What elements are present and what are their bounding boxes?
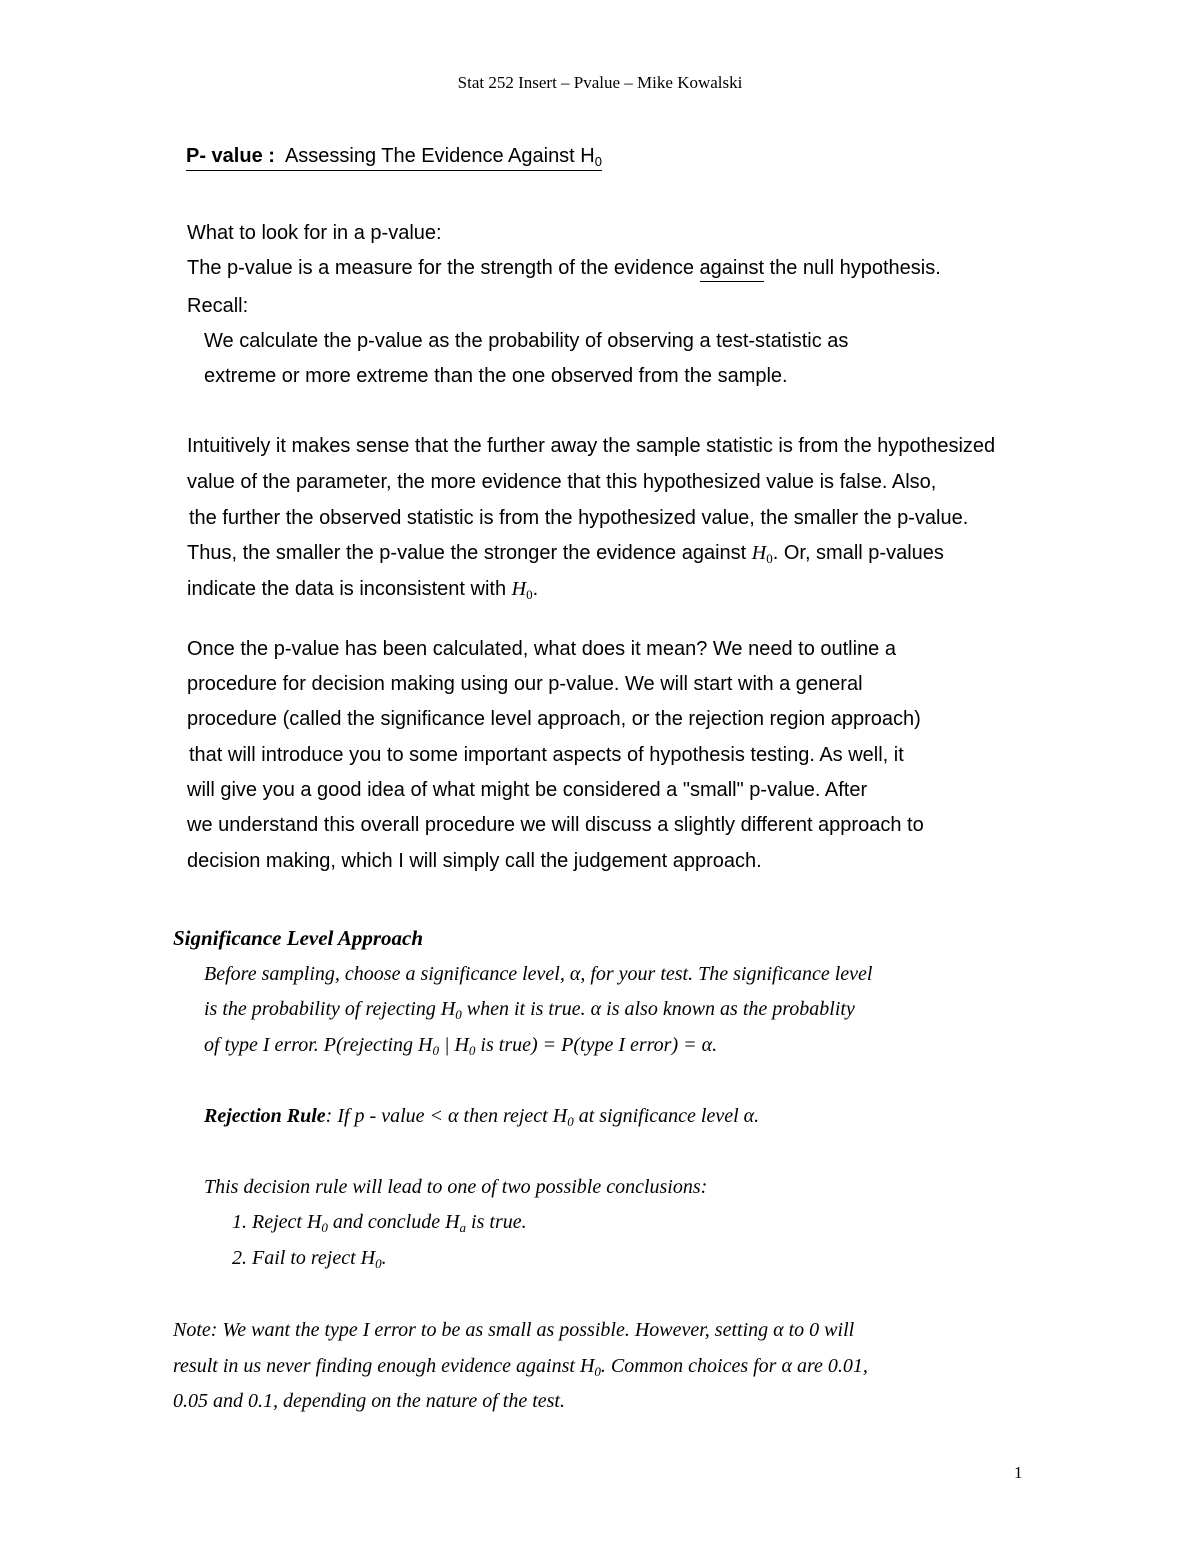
intro-line-2-a: The p-value is a measure for the strength of the evidence (187, 257, 700, 279)
para2-line-7: decision making, which I will simply call the judgement approach. (187, 850, 762, 872)
sig-line-2-a: is the probability of rejecting H (204, 998, 456, 1020)
conclusion-2-b: . (381, 1247, 387, 1269)
intro-line-2 (187, 258, 941, 278)
conclusion-1-a: 1. Reject H (232, 1211, 322, 1233)
sig-line-2 (204, 998, 855, 1022)
note-line-2-a: result in us never finding enough evidence against H (173, 1355, 595, 1377)
para2-line-1: Once the p-value has been calculated, what does it mean? We need to outline a (187, 638, 896, 660)
rejection-rule-label: Rejection Rule (204, 1105, 326, 1127)
section-title (186, 146, 602, 171)
sig-line-3-sub2: 0 (468, 1043, 476, 1058)
title-label: P- value : (186, 145, 275, 167)
para2-line-4: that will introduce you to some important aspects of hypothesis testing. As well, it (189, 744, 904, 766)
title-sub: 0 (594, 154, 602, 169)
note-line-1: Note: We want the type I error to be as small as possible. However, setting α to 0 will (173, 1319, 855, 1341)
para1-line-5-h: H (511, 578, 527, 600)
intro-line-3: Recall: (187, 295, 249, 317)
intro-line-1: What to look for in a p-value: (187, 222, 442, 244)
note-line-2-sub: 0 (594, 1364, 601, 1379)
para1-line-4-sub: 0 (766, 551, 773, 566)
rejection-rule (204, 1105, 760, 1129)
sig-line-3-b: is true) = P(type I error) = α. (475, 1034, 718, 1056)
conclusion-1 (232, 1211, 527, 1235)
para2-line-5: will give you a good idea of what might be considered a "small" p-value. After (187, 779, 868, 801)
intro-line-4: We calculate the p-value as the probability of observing a test-statistic as (204, 330, 849, 352)
sig-line-3 (204, 1034, 718, 1058)
sig-line-1: Before sampling, choose a significance level, α, for your test. The significance level (204, 963, 873, 985)
conclusion-1-mid: and conclude H (327, 1211, 460, 1233)
sig-line-2-b: when it is true. α is also known as the probablity (461, 998, 855, 1020)
para1-line-3: the further the observed statistic is from the hypothesized value, the smaller the p-value. (189, 507, 969, 529)
conclusion-2 (232, 1247, 387, 1271)
intro-line-2-b: the null hypothesis. (764, 257, 941, 279)
conclusion-1-sub1: 0 (321, 1220, 328, 1235)
title-text: Assessing The Evidence Against H (284, 145, 595, 167)
para1-line-5-sub: 0 (526, 587, 533, 602)
para1-line-4-a: Thus, the smaller the p-value the stronger the evidence against (187, 542, 752, 564)
intro-line-2-underlined: against (700, 257, 765, 282)
conclusion-2-a: 2. Fail to reject H (232, 1247, 376, 1269)
note-line-2-b: . Common choices for α are 0.01, (600, 1355, 868, 1377)
para1-line-1: Intuitively it makes sense that the further away the sample statistic is from the hypothesized (187, 435, 996, 457)
para1-line-4 (187, 542, 944, 566)
para1-line-5 (187, 578, 539, 602)
sig-line-3-sub1: 0 (432, 1043, 439, 1058)
para2-line-6: we understand this overall procedure we will discuss a slightly different approach to (187, 814, 924, 836)
page-number: 1 (1014, 1463, 1023, 1482)
para1-line-5-b: . (532, 578, 539, 600)
para1-line-4-b: . Or, small p-values (772, 542, 944, 564)
sig-line-2-sub: 0 (455, 1007, 462, 1022)
conclusions-intro: This decision rule will lead to one of two possible conclusions: (204, 1176, 708, 1198)
intro-line-5: extreme or more extreme than the one observed from the sample. (204, 365, 788, 387)
para1-line-2: value of the parameter, the more evidence that this hypothesized value is false. Also, (187, 471, 937, 493)
rejection-rule-b: at significance level α. (573, 1105, 760, 1127)
conclusion-1-sub2: a (459, 1220, 467, 1235)
conclusion-1-b: is true. (466, 1211, 527, 1233)
para1-line-4-h: H (751, 542, 767, 564)
note-line-2 (173, 1355, 868, 1379)
para2-line-2: procedure for decision making using our p-value. We will start with a general (187, 673, 863, 695)
sig-line-3-mid: | H (438, 1034, 469, 1056)
para1-line-5-a: indicate the data is inconsistent with (187, 578, 512, 600)
rejection-rule-sub: 0 (567, 1114, 574, 1129)
note-line-3: 0.05 and 0.1, depending on the nature of the test. (173, 1390, 565, 1412)
rejection-rule-a: : If p - value < α then reject H (325, 1105, 568, 1127)
para2-line-3: procedure (called the significance level approach, or the rejection region approach) (187, 708, 921, 730)
sig-heading: Significance Level Approach (173, 926, 424, 950)
conclusion-2-sub: 0 (375, 1256, 382, 1271)
page-header: Stat 252 Insert – Pvalue – Mike Kowalski (457, 73, 743, 92)
sig-line-3-a: of type I error. P(rejecting H (204, 1034, 433, 1056)
